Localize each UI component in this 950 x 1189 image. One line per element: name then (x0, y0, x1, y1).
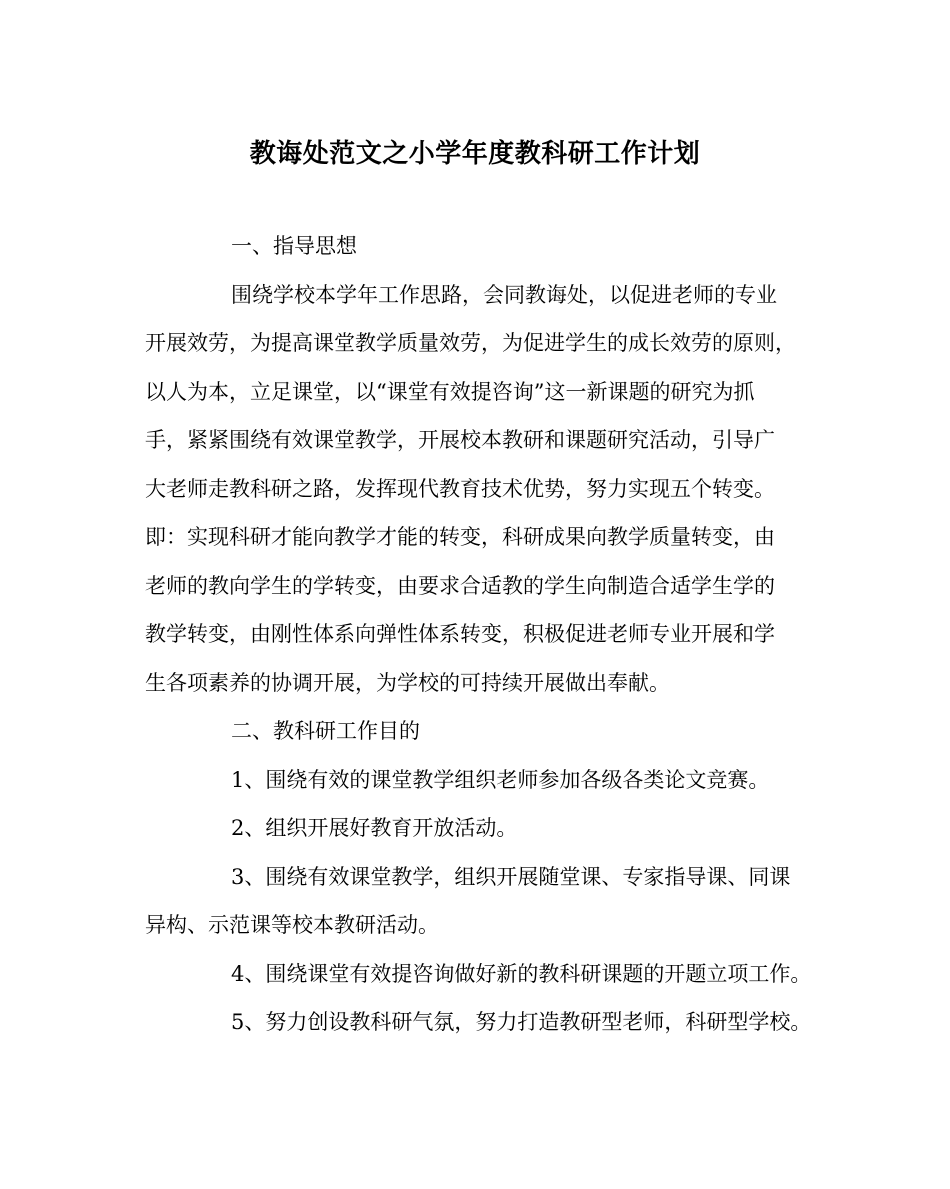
paragraph-line: 大老师走教科研之路，发挥现代教育技术优势，努力实现五个转变。 (145, 476, 775, 501)
list-item: 2、组织开展好教育开放活动。 (231, 816, 518, 840)
list-item: 1、围绕有效的课堂教学组织老师参加各级各类论文竞赛。 (231, 767, 770, 792)
paragraph-line: 手，紧紧围绕有效课堂教学，开展校本教研和课题研究活动，引导广 (145, 428, 775, 452)
section-heading-guiding-ideology: 一、指导思想 (231, 234, 357, 258)
paragraph-line: 老师的教向学生的学转变，由要求合适教的学生向制造合适学生学的 (145, 573, 775, 598)
paragraph-line: 即：实现科研才能向教学才能的转变，科研成果向教学质量转变，由 (145, 525, 775, 549)
paragraph-line: 生各项素养的协调开展，为学校的可持续开展做出奉献。 (145, 670, 670, 695)
list-item: 4、围绕课堂有效提咨询做好新的教科研课题的开题立项工作。 (231, 961, 812, 986)
document-body (145, 222, 835, 1047)
list-item-continuation: 异构、示范课等校本教研活动。 (145, 913, 439, 937)
paragraph-line: 以人为本，立足课堂，以“课堂有效提咨询”这一新课题的研究为抓 (145, 379, 755, 404)
paragraph-line: 围绕学校本学年工作思路，会同教诲处，以促进老师的专业 (231, 282, 777, 307)
document-title: 教诲处范文之小学年度教科研工作计划 (249, 139, 701, 169)
paragraph-line: 教学转变，由刚性体系向弹性体系转变，积极促进老师专业开展和学 (145, 622, 775, 646)
section-heading-goals: 二、教科研工作目的 (231, 719, 420, 743)
list-item: 3、围绕有效课堂教学，组织开展随堂课、专家指导课、同课 (231, 864, 791, 889)
list-item: 5、努力创设教科研气氛，努力打造教研型老师，科研型学校。 (231, 1010, 812, 1034)
paragraph-line: 开展效劳，为提高课堂教学质量效劳，为促进学生的成长效劳的原则， (145, 331, 796, 355)
